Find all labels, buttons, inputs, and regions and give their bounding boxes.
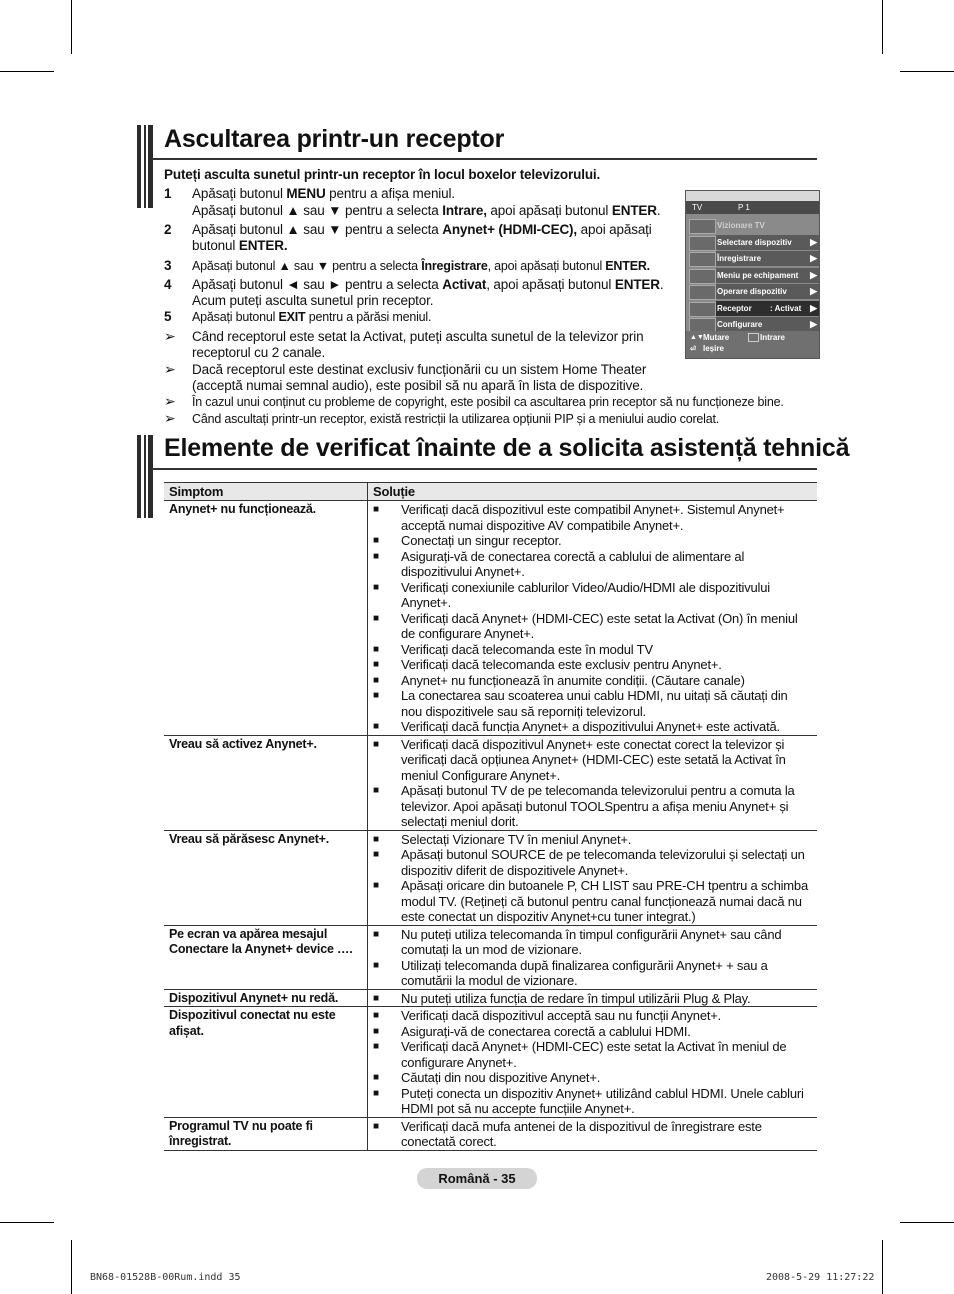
osd-menu-screenshot: TV P 1 Vizionare TV Selectare dispozitiv ▶ Înregistrare ▶ Meniu pe echipament ▶ Operare dispozitiv ▶ Receptor : Activat ▶ Configurare ▶ ▲▼ Mutare Intrare ⏎ Ieșire [685,190,820,359]
title-rule [152,468,817,470]
step-text: Acum puteți asculta sunetul prin receptor. [192,293,434,308]
solution-item: ■ Asigurați-vă de conectarea corectă a cablului de alimentare al dispozitivului Anynet+. [373,549,812,580]
solution-item: ■ Conectați un singur receptor. [373,533,812,549]
crop-mark [71,1240,72,1294]
menu-item-icon [689,302,716,317]
solution-cell [368,830,818,925]
intro-text: Puteți asculta sunetul printr-un receptor în locul boxelor televizorului. [164,167,601,182]
menu-item-icon [689,236,716,251]
table-row [164,925,817,989]
solution-item: ■ La conectarea sau scoaterea unui cablu HDMI, nu uitați să căutați din nou dispozitivele sau să reporniți televizorul. [373,688,812,719]
solution-item: ■ Apăsați butonul SOURCE de pe telecomanda televizorului și selectați un dispozitiv diferit de dispozitivele Anynet+. [373,847,812,878]
page-number: Română - 35 [417,1168,537,1189]
table-row [164,735,817,830]
solution-item: ■ Verificați dacă dispozitivul este compatibil Anynet+. Sistemul Anynet+ acceptă numai dispozitive AV compatibile Anynet+. [373,502,812,533]
solution-cell [368,1117,818,1150]
symptom-cell: Dispozitivul conectat nu este afișat. [164,1007,368,1118]
menu-item: Selectare dispozitiv ▶ [716,235,819,250]
crop-mark [0,71,54,72]
step-text: Apăsați butonul MENU pentru a afișa meniul. [192,186,455,201]
section-title: Elemente de verificat înainte de a solicita asistență tehnică [164,434,850,462]
note-text: Când ascultați printr-un receptor, există restricții la utilizarea opțiunii PIP și a meniului audio corelat. [192,412,720,426]
note-text: (acceptă numai semnal audio), este posibil să nu apară în lista de dispozitive. [192,378,644,393]
solution-item: ■ Puteți conecta un dispozitiv Anynet+ utilizând cablul HDMI. Unele cabluri HDMI pot să nu accepte funcțiile Anynet+. [373,1086,812,1117]
step-text: Apăsați butonul ▲ sau ▼ pentru a selecta Anynet+ (HDMI-CEC), apoi apăsați [192,222,652,237]
note-text: În cazul unui conținut cu probleme de copyright, este posibil ca ascultarea prin receptor să nu funcționeze bine. [192,395,784,409]
solution-item: ■ Utilizați telecomanda după finalizarea configurării Anynet+ + sau a comutării la modul de vizionare. [373,958,812,989]
step-number: 1 [164,186,172,201]
solution-item: ■ Selectați Vizionare TV în meniul Anynet+. [373,832,812,848]
solution-cell [368,501,818,736]
step-text: butonul ENTER. [192,238,288,253]
note-text: receptorul cu 2 canale. [192,345,326,360]
step-text: Apăsați butonul ◄ sau ► pentru a selecta Activat, apoi apăsați butonul ENTER. [192,277,664,292]
solution-item: ■ Apăsați oricare din butoanele P, CH LIST sau PRE-CH tpentru a schimba modul TV. (Rețineți că butonul pentru canal funcționează numai dacă nu este conectat un dispozitiv Anynet+cu tuner integrat.) [373,878,812,925]
note-arrow-icon: ➢ [164,328,176,344]
table-row [164,989,817,1007]
note-text: Dacă receptorul este destinat exclusiv funcționării cu un sistem Home Theater [192,362,647,377]
solution-cell [368,735,818,830]
solution-item: ■ Verificați dacă dispozitivul acceptă sau nu funcții Anynet+. [373,1008,812,1024]
solution-item: ■ Verificați dacă dispozitivul Anynet+ este conectat corect la televizor și verificați dacă opțiunea Anynet+ (HDMI-CEC) este setată la Activat în meniul Configurare Anynet+. [373,737,812,784]
solution-item: ■ Asigurați-vă de conectarea corectă a cablului HDMI. [373,1024,812,1040]
symptom-cell: Dispozitivul Anynet+ nu redă. [164,989,368,1007]
step-text: Apăsați butonul ▲ sau ▼ pentru a selecta Înregistrare, apoi apăsați butonul ENTER. [192,259,650,273]
solution-item: ■ Verificați dacă mufa antenei de la dispozitivul de înregistrare este conectată corect. [373,1119,812,1150]
section-title: Ascultarea printr-un receptor [164,125,505,153]
section-marker [137,125,153,208]
footer-date: 2008-5-29 11:27:22 [766,1272,875,1283]
crop-mark [900,1222,954,1223]
menu-item: Meniu pe echipament ▶ [716,268,819,283]
crop-mark [0,1222,54,1223]
menu-item: Operare dispozitiv ▶ [716,284,819,299]
note-arrow-icon: ➢ [164,393,176,409]
step-text: Apăsați butonul EXIT pentru a părăsi meniul. [192,310,432,324]
crop-mark [900,71,954,72]
menu-footer-move: Mutare [703,333,730,342]
menu-item-icon [689,252,716,267]
solution-item: ■ Verificați dacă Anynet+ (HDMI-CEC) este setat la Activat (On) în meniul de configurare Anynet+. [373,611,812,642]
table-row [164,1117,817,1150]
title-rule [152,158,817,160]
menu-item: Înregistrare ▶ [716,251,819,266]
step-number: 3 [164,258,172,273]
col-header-symptom: Simptom [164,483,368,501]
menu-item-icon [689,285,716,300]
solution-item: ■ Anynet+ nu funcționează în anumite condiții. (Căutare canale) [373,673,812,689]
symptom-cell: Pe ecran va apărea mesajul Conectare la Anynet+ device …. [164,925,368,989]
solution-item: ■ Nu puteți utiliza telecomanda în timpul configurării Anynet+ sau când comutați la un mod de vizionare. [373,927,812,958]
step-text: Apăsați butonul ▲ sau ▼ pentru a selecta Intrare, apoi apăsați butonul ENTER. [192,203,661,218]
footer-file: BN68-01528B-00Rum.indd 35 [90,1272,241,1283]
solution-cell [368,1007,818,1118]
menu-item: Configurare ▶ [716,317,819,332]
solution-item: ■ Verificați dacă Anynet+ (HDMI-CEC) este setat la Activat în meniul de configurare Anynet+. [373,1039,812,1070]
step-number: 5 [164,309,172,324]
crop-mark [71,0,72,54]
menu-header-tv: TV [692,203,703,212]
menu-item: Receptor : Activat ▶ [716,301,819,316]
note-text: Când receptorul este setat la Activat, puteți asculta sunetul de la televizor prin [192,329,644,344]
solution-item: ■ Nu puteți utiliza funcția de redare în timpul utilizării Plug & Play. [373,991,812,1007]
menu-item: Vizionare TV [717,221,765,230]
solution-item: ■ Căutați din nou dispozitive Anynet+. [373,1070,812,1086]
step-number: 2 [164,222,172,237]
note-arrow-icon: ➢ [164,361,176,377]
table-row [164,501,817,736]
menu-footer-exit: Ieșire [703,344,724,353]
table-row [164,1007,817,1118]
solution-item: ■ Verificați dacă telecomanda este în modul TV [373,642,812,658]
solution-item: ■ Apăsați butonul TV de pe telecomanda televizorului pentru a comuta la televizor. Apoi apăsați butonul TOOLSpentru a afișa meniu Anynet+ și selectați meniul dorit. [373,783,812,830]
col-header-solution: Soluție [368,483,818,501]
section-marker [137,435,153,518]
crop-mark [882,0,883,54]
menu-footer-enter: Intrare [760,333,785,342]
troubleshooting-table [164,482,817,1151]
symptom-cell: Vreau să părăsesc Anynet+. [164,830,368,925]
solution-item: ■ Verificați dacă funcția Anynet+ a dispozitivului Anynet+ este activată. [373,719,812,735]
crop-mark [882,1240,883,1294]
menu-header-channel: P 1 [738,203,750,212]
symptom-cell: Vreau să activez Anynet+. [164,735,368,830]
solution-item: ■ Verificați conexiunile cablurilor Video/Audio/HDMI ale dispozitivului Anynet+. [373,580,812,611]
symptom-cell: Anynet+ nu funcționează. [164,501,368,736]
solution-cell [368,925,818,989]
table-row [164,830,817,925]
note-arrow-icon: ➢ [164,410,176,426]
solution-item: ■ Verificați dacă telecomanda este exclusiv pentru Anynet+. [373,657,812,673]
menu-item-icon [689,219,716,234]
step-number: 4 [164,277,172,292]
solution-cell [368,989,818,1007]
symptom-cell: Programul TV nu poate fi înregistrat. [164,1117,368,1150]
menu-item-icon [689,269,716,284]
